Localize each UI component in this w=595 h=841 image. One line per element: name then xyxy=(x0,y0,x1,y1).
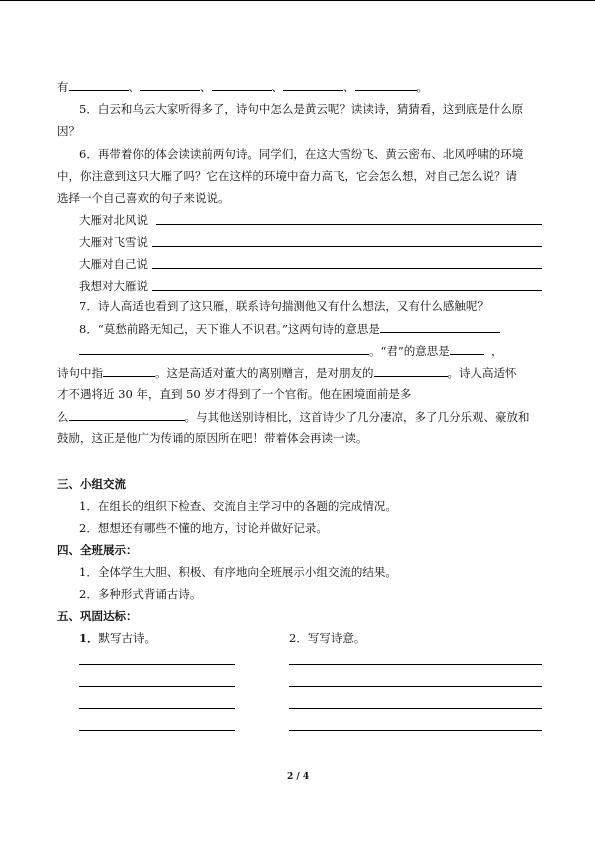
page-number: 2 / 4 xyxy=(287,772,310,782)
q6-prompt-self: 大雁对自己说 xyxy=(79,257,148,271)
q8-line1: 8．“莫愁前路无知己，天下谁人不识君。”这两句诗的意思是 xyxy=(79,320,500,337)
q7-text: 7．诗人高适也看到了这只雁，联系诗句揣测他又有什么想法，又有什么感触呢？ xyxy=(79,299,489,313)
answer-blank[interactable] xyxy=(69,78,129,91)
meaning-line[interactable] xyxy=(289,686,542,687)
q6-line1: 6．再带着你的体会读读前两句诗。同学们，在这大雪纷飞、黄云密布、北风呼啸的环境 xyxy=(79,147,524,161)
q4-answer-line: 有 、 、 、 、 。 xyxy=(57,80,428,94)
task2-label: 2．写写诗意。 xyxy=(289,631,366,645)
dictation-line[interactable] xyxy=(79,730,235,731)
answer-blank[interactable] xyxy=(212,78,272,91)
task1-label: 1．默写古诗。 xyxy=(79,631,157,645)
q5-line2: 因？ xyxy=(57,124,80,138)
dictation-line[interactable] xyxy=(79,686,235,687)
answer-line[interactable] xyxy=(156,224,542,225)
answer-blank[interactable] xyxy=(69,408,185,421)
q8-line2: 。“君”的意思是 ， xyxy=(79,342,503,359)
answer-blank[interactable] xyxy=(374,364,448,377)
section3-item1: 1．在组长的组织下检查、交流自主学习中的各题的完成情况。 xyxy=(79,499,397,513)
answer-blank[interactable] xyxy=(355,78,417,91)
q8-line3: 诗句中指 。这是高适对董大的离别赠言，是对朋友的 。诗人高适怀 xyxy=(57,366,517,380)
page-top-border xyxy=(0,0,595,1)
meaning-line[interactable] xyxy=(289,730,542,731)
dictation-line[interactable] xyxy=(79,664,235,665)
answer-blank[interactable] xyxy=(79,342,369,355)
answer-blank[interactable] xyxy=(103,364,155,377)
section4-item2: 2．多种形式背诵古诗。 xyxy=(79,587,202,601)
answer-line[interactable] xyxy=(152,290,542,291)
meaning-line[interactable] xyxy=(289,708,542,709)
q6-line2: 中，你注意到这只大雁了吗？它在这样的环境中奋力高飞，它会怎么想，对自己怎么说？请 xyxy=(57,169,517,183)
q5-line1: 5．白云和乌云大家听得多了，诗句中怎么是黄云呢？读读诗，猜猜看，这到底是什么原 xyxy=(79,102,524,116)
answer-line[interactable] xyxy=(152,246,542,247)
q8-line6: 鼓励，这正是他广为传诵的原因所在吧！带着体会再读一读。 xyxy=(57,431,368,445)
q6-prompt-north-wind: 大雁对北风说 xyxy=(79,213,148,227)
q6-prompt-snow: 大雁对飞雪说 xyxy=(79,235,148,249)
q6-prompt-me: 我想对大雁说 xyxy=(79,279,148,293)
answer-blank[interactable] xyxy=(450,342,484,355)
q8-line5: 么 。与其他送别诗相比，这首诗少了几分凄凉，多了几分乐观、豪放和 xyxy=(57,410,530,424)
q6-line3: 选择一个自己喜欢的句子来说说。 xyxy=(57,191,230,205)
section3-item2: 2．想想还有哪些不懂的地方，讨论并做好记录。 xyxy=(79,521,328,535)
answer-blank[interactable] xyxy=(140,78,200,91)
dictation-line[interactable] xyxy=(79,708,235,709)
meaning-line[interactable] xyxy=(289,664,542,665)
q8-line4: 才不遇将近 30 年，直到 50 岁才得到了一个官衔。他在困境面前是多 xyxy=(57,387,412,401)
answer-line[interactable] xyxy=(152,268,542,269)
section3-title: 三、小组交流 xyxy=(57,477,126,491)
section4-item1: 1．全体学生大胆、积极、有序地向全班展示小组交流的结果。 xyxy=(79,565,397,579)
section4-title: 四、全班展示： xyxy=(57,543,138,557)
answer-blank[interactable] xyxy=(283,78,343,91)
answer-blank[interactable] xyxy=(380,320,500,333)
section5-title: 五、巩固达标： xyxy=(57,609,138,623)
